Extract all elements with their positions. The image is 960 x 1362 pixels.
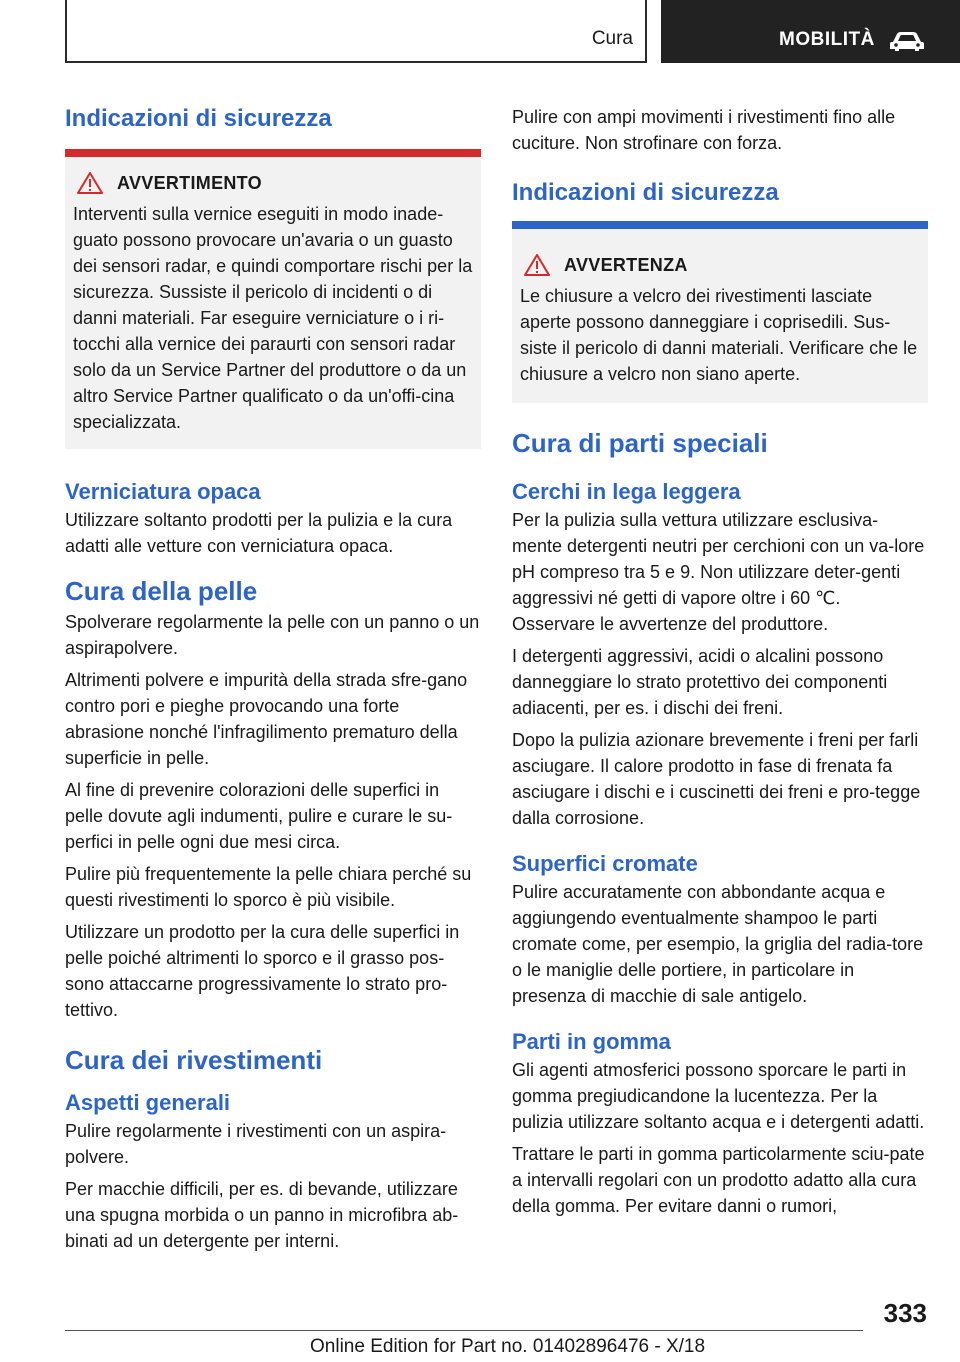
leather-paragraph: Pulire più frequentemente la pelle chiara perché su questi rivestimenti lo sporco è più visibile. bbox=[65, 864, 472, 910]
left-column bbox=[65, 100, 481, 1254]
footer-edition-text: Online Edition for Part no. 01402896476 - X/18 bbox=[310, 1336, 706, 1357]
warning-box-left bbox=[65, 157, 481, 449]
alloy-heading: Cerchi in lega leggera bbox=[512, 479, 741, 504]
warning-text: Interventi sulla vernice eseguiti in modo inade-guato possono provocare un'avaria o un guasto dei sensori radar, e quindi comportare rischi per la sicurezza. Sussiste il pericolo di incidenti o di danni materiali. Far eseguire verniciature o i ri-tocchi alla vernice dei paraurti con sensori radar solo da un Service Partner del produttore o da un altro Service Partner qualificato o da un'offi-cina specializzata. bbox=[73, 204, 473, 432]
safety-heading-left: Indicazioni di sicurezza bbox=[65, 105, 332, 132]
footer-divider bbox=[65, 1330, 863, 1331]
car-icon bbox=[889, 28, 925, 52]
warning-title: AVVERTENZA bbox=[564, 254, 688, 275]
leather-paragraph: Utilizzare un prodotto per la cura delle superfici in pelle poiché altrimenti lo sporco e il grasso pos-sono attaccarne progressivamente lo strato pro-tettivo. bbox=[65, 922, 460, 1020]
safety-heading-right: Indicazioni di sicurezza bbox=[512, 179, 779, 206]
alloy-paragraph: I detergenti aggressivi, acidi o alcalini possono danneggiare lo strato protettivo dei componenti adiacenti, per es. i dischi dei freni. bbox=[512, 646, 888, 718]
upholstery-heading: Cura dei rivestimenti bbox=[65, 1045, 323, 1075]
warning-triangle-icon bbox=[524, 253, 550, 277]
matte-text: Utilizzare soltanto prodotti per la pulizia e la cura adatti alle vetture con verniciatura opaca. bbox=[65, 510, 453, 556]
warning-rule-red bbox=[65, 149, 481, 157]
warning-box-right bbox=[512, 229, 928, 403]
page-number: 333 bbox=[883, 1298, 927, 1328]
rubber-paragraph: Gli agenti atmosferici possono sporcare le parti in gomma pregiudicandone la lucentezza. Per la pulizia utilizzare soltanto acqua e i detergenti adatti. bbox=[512, 1060, 925, 1132]
upholstery-continued-text: Pulire con ampi movimenti i rivestimenti fino alle cuciture. Non strofinare con forza. bbox=[512, 107, 896, 153]
leather-paragraph: Al fine di prevenire colorazioni delle superfici in pelle dovute agli indumenti, pulire e curare le su-perfici in pelle ogni due mesi circa. bbox=[65, 780, 453, 852]
leather-paragraph: Spolverare regolarmente la pelle con un panno o un aspirapolvere. bbox=[65, 612, 480, 658]
warning-title-row bbox=[520, 253, 920, 277]
rubber-heading: Parti in gomma bbox=[512, 1029, 671, 1054]
right-column bbox=[512, 100, 928, 1219]
header-section-box bbox=[65, 0, 647, 63]
chrome-text: Pulire accuratamente con abbondante acqua e aggiungendo eventualmente shampoo le parti cromate come, per esempio, la griglia del radia-tore o le maniglie delle portiere, in particolare in presenza di macchie di sale antigelo. bbox=[512, 882, 924, 1006]
alloy-paragraph: Dopo la pulizia azionare brevemente i freni per farli asciugare. Il calore prodotto in fase di frenata fa asciugare i dischi e i cuscinetti dei freni e pro-tegge dalla corrosione. bbox=[512, 730, 921, 828]
leather-paragraph: Altrimenti polvere e impurità della strada sfre-gano contro pori e pieghe provocando una forte abrasione nonché l'infragilimento prematuro della superficie in pelle. bbox=[65, 670, 468, 768]
header-chapter-tab bbox=[661, 0, 960, 63]
rubber-paragraph: Trattare le parti in gomma particolarmente sciu-pate a intervalli regolari con un prodotto adatto alla cura della gomma. Per evitare danni o rumori, bbox=[512, 1144, 925, 1216]
warning-triangle-icon bbox=[77, 171, 103, 195]
warning-text: Le chiusure a velcro dei rivestimenti lasciate aperte possono danneggiare i coprisedili. Sus-siste il pericolo di danni materiali. Verificare che le chiusure a velcro non siano aperte. bbox=[520, 286, 918, 384]
header-chapter-title: MOBILITÀ bbox=[779, 29, 875, 50]
general-heading: Aspetti generali bbox=[65, 1090, 231, 1115]
warning-title-row bbox=[73, 171, 473, 195]
warning-title: AVVERTIMENTO bbox=[117, 172, 262, 193]
chrome-heading: Superfici cromate bbox=[512, 851, 698, 876]
warning-rule-blue bbox=[512, 221, 928, 229]
matte-heading: Verniciatura opaca bbox=[65, 479, 261, 504]
general-paragraph: Per macchie difficili, per es. di bevande, utilizzare una spugna morbida o un panno in microfibra ab-binati ad un detergente per interni. bbox=[65, 1179, 459, 1251]
header-section-title: Cura bbox=[591, 28, 633, 49]
general-paragraph: Pulire regolarmente i rivestimenti con un aspira-polvere. bbox=[65, 1121, 447, 1167]
alloy-paragraph: Per la pulizia sulla vettura utilizzare esclusiva-mente detergenti neutri per cerchioni con un va-lore pH compreso tra 5 e 9. Non utilizzare deter-genti aggressivi né getti di vapore oltre i 60 ℃. Osservare le avvertenze del produttore. bbox=[512, 510, 925, 634]
leather-heading: Cura della pelle bbox=[65, 576, 258, 606]
special-parts-heading: Cura di parti speciali bbox=[512, 428, 768, 458]
